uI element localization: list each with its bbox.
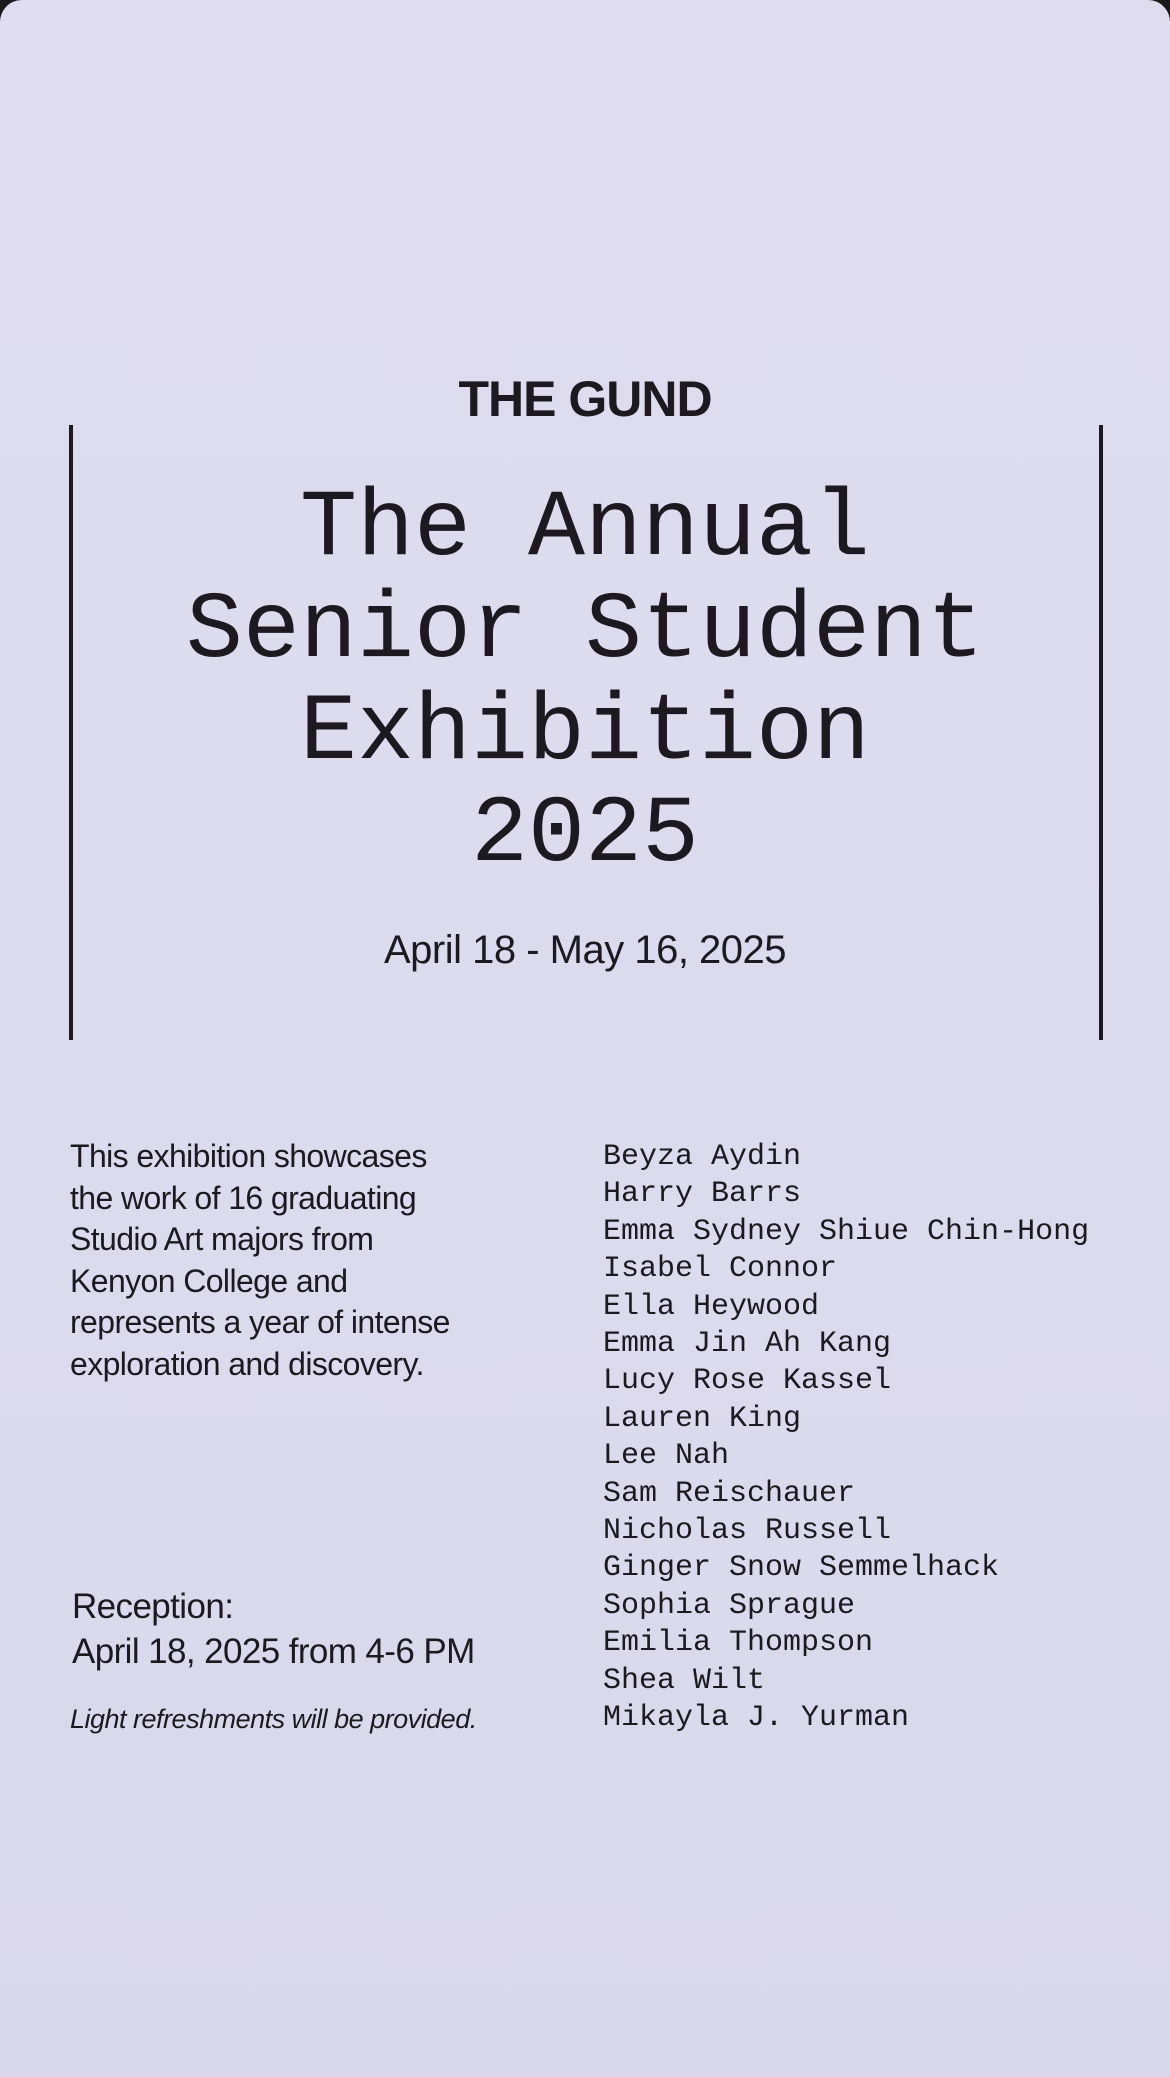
artist-name: Sam Reischauer <box>603 1476 856 1511</box>
exhibition-description <box>70 1136 570 1385</box>
description-line: Kenyon College and <box>70 1262 348 1299</box>
artist-list <box>603 1139 1089 1738</box>
reception-info <box>72 1584 475 1674</box>
description-line: exploration and discovery. <box>70 1345 424 1382</box>
artist-name: Mikayla J. Yurman <box>603 1701 910 1736</box>
exhibition-title <box>0 475 1170 889</box>
reception-time: April 18, 2025 from 4-6 PM <box>72 1632 475 1671</box>
refreshments-note: Light refreshments will be provided. <box>70 1704 477 1734</box>
artist-name: Emilia Thompson <box>603 1626 874 1661</box>
artist-name: Shea Wilt <box>603 1663 766 1698</box>
artist-name: Nicholas Russell <box>603 1514 892 1549</box>
description-line: Studio Art majors from <box>70 1221 374 1257</box>
artist-name: Lauren King <box>603 1401 802 1436</box>
description-line: This exhibition showcases <box>70 1138 427 1174</box>
reception-label: Reception: <box>72 1587 234 1626</box>
artist-name: Emma Sydney Shiue Chin-Hong <box>603 1214 1090 1249</box>
brand-name: THE GUND <box>458 371 712 427</box>
title-line: 2025 <box>470 781 700 889</box>
exhibition-dates: April 18 - May 16, 2025 <box>383 928 787 972</box>
description-line: represents a year of intense <box>70 1304 450 1340</box>
artist-name: Ginger Snow Semmelhack <box>603 1551 1000 1586</box>
artist-name: Lucy Rose Kassel <box>603 1364 892 1399</box>
title-line: Senior Student <box>185 577 985 685</box>
artist-name: Sophia Sprague <box>603 1588 856 1623</box>
artist-name: Lee Nah <box>603 1439 730 1474</box>
title-line: Exhibition <box>299 679 871 787</box>
description-line: the work of 16 graduating <box>70 1179 417 1216</box>
artist-name: Beyza Aydin <box>603 1140 802 1174</box>
title-line: The Annual <box>299 475 871 583</box>
artist-name: Harry Barrs <box>603 1177 802 1212</box>
artist-name: Isabel Connor <box>603 1252 838 1287</box>
artist-name: Ella Heywood <box>603 1289 820 1324</box>
artist-name: Emma Jin Ah Kang <box>603 1327 892 1362</box>
